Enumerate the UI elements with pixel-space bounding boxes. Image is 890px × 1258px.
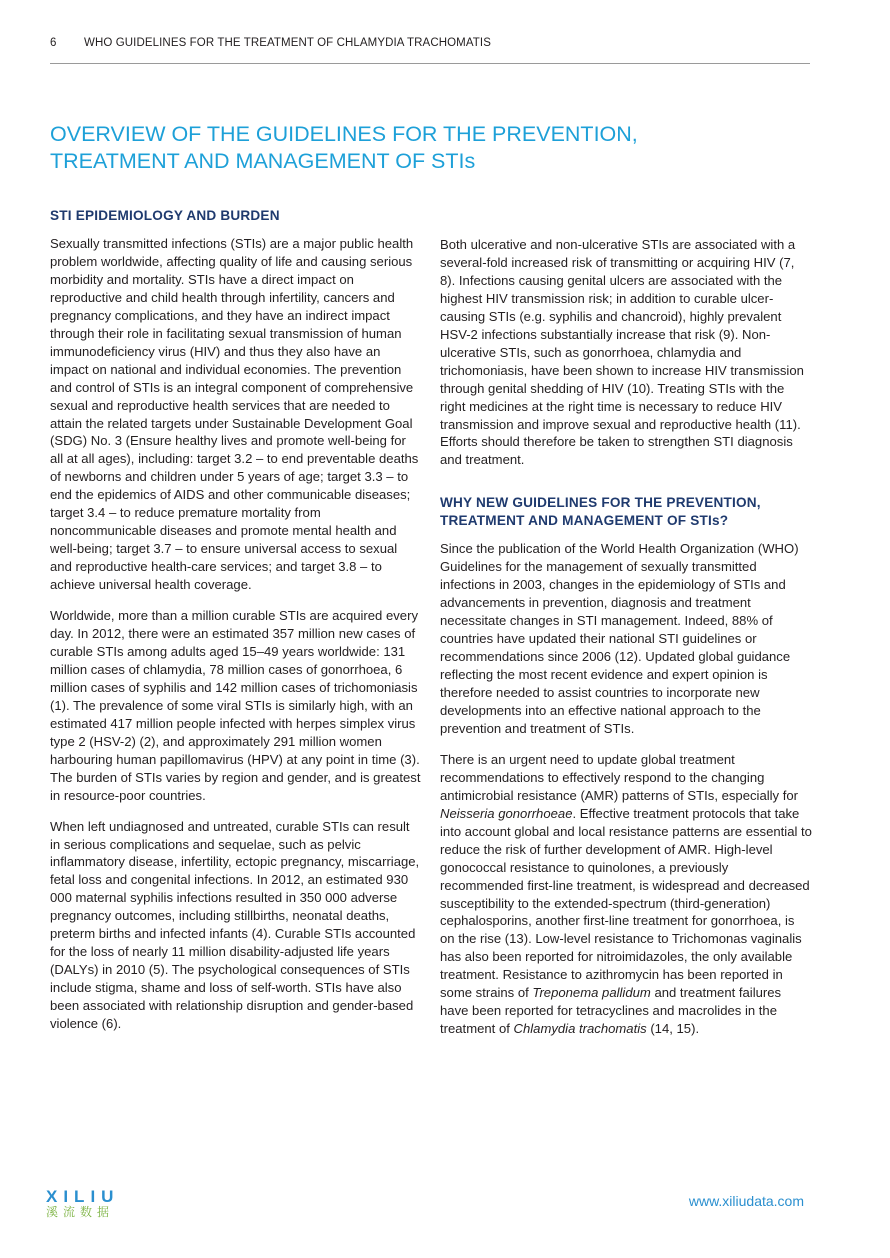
species-treponema: Treponema pallidum (532, 985, 651, 1001)
running-title: WHO GUIDELINES FOR THE TREATMENT OF CHLAMYDIA TRACHOMATIS (84, 37, 491, 49)
paragraph-why-2-part-c: and treatment failures have been reported for tetracyclines and macrolides in the treatment of (440, 985, 782, 1037)
species-neisseria: Neisseria gonorrhoeae (440, 805, 573, 821)
page-number: 6 (50, 37, 57, 49)
paragraph-why-2 (440, 751, 812, 1038)
footer-url-link[interactable]: www.xiliudata.com (688, 1193, 804, 1209)
paragraph-epidemiology-4: Both ulcerative and non-ulcerative STIs are associated with a several-fold increased risk of transmitting or acquiring HIV (7, 8). Infections causing genital ulcers are associated with the highest HIV transmission risk; in addition to curable ulcer-causing STIs (e.g. syphilis and chancroid), highly prevalent HSV-2 infections substantially increase that risk (9). Non-ulcerative STIs, such as gonorrhoea, chlamydia and trichomoniasis, have been shown to increase HIV transmission through genital shedding of HIV (10). Treating STIs with the right medicines at the right time is necessary to reduce HIV transmission and improve sexual and reproductive health (11). Efforts should therefore be taken to strengthen STI diagnosis and treatment. (440, 237, 804, 468)
running-header (50, 37, 810, 64)
section-heading-line-1: WHY NEW GUIDELINES FOR THE PREVENTION, (440, 495, 761, 511)
section-heading-epidemiology: STI EPIDEMIOLOGY AND BURDEN (50, 208, 280, 223)
page-title-line-2: TREATMENT AND MANAGEMENT OF STIs (50, 149, 476, 173)
section-heading-line-2: TREATMENT AND MANAGEMENT OF STIs? (440, 513, 729, 529)
species-chlamydia: Chlamydia trachomatis (513, 1021, 647, 1037)
paragraph-why-2-part-a: There is an urgent need to update global treatment recommendations to effectively respond to the changing antimicrobial resistance (AMR) patterns of STIs, especially for (440, 751, 799, 803)
xiliu-logo (46, 1188, 146, 1222)
page-title (50, 121, 750, 175)
page-title-line-1: OVERVIEW OF THE GUIDELINES FOR THE PREVENTION, (50, 122, 638, 146)
section-heading-why-new-guidelines (440, 494, 812, 530)
logo-chinese-text: 溪流数据 (46, 1205, 115, 1219)
paragraph-why-2-part-d: (14, 15). (646, 1021, 700, 1037)
paragraph-epidemiology-3: When left undiagnosed and untreated, curable STIs can result in serious complications and sequelae, such as pelvic inflammatory disease, infertility, ectopic pregnancy, miscarriage, fetal loss and congenital infections. In 2012, an estimated 930 000 maternal syphilis infections resulted in 350 000 adverse pregnancy outcomes, including stillbirths, neonatal deaths, preterm births and infected infants (4). Curable STIs accounted for the loss of nearly 11 million disability-adjusted life years (DALYs) in 2010 (5). The psychological consequences of STIs include stigma, shame and loss of self-worth. STIs have also been associated with relationship disruption and gender-based violence (6). (50, 818, 420, 1032)
paragraph-why-2-part-b: . Effective treatment protocols that take into account global and local resistance patterns are essential to reduce the risk of further development of AMR. High-level gonococcal resistance to quinolones, a previously recommended first-line treatment, is widespread and decreased susceptibility to the extended-spectrum (third-generation) cephalosporins, another first-line treatment for gonorrhoea, is on the rise (13). Low-level resistance to Trichomonas vaginalis has also been reported for nitroimidazoles, the only available treatment. Resistance to azithromycin has been reported in some strains of (440, 805, 812, 1001)
paragraph-why-1: Since the publication of the World Health Organization (WHO) Guidelines for the management of sexually transmitted infections in 2003, changes in the epidemiology of STIs and advancements in prevention, diagnosis and treatment necessitate changes in STI management. Indeed, 88% of countries have updated their national STI guidelines or recommendations since 2006 (12). Updated global guidance reflecting the most recent evidence and expert opinion is therefore needed to assist countries to incorporate new developments into an effective national approach to the prevention and treatment of STIs. (440, 541, 799, 736)
left-column (50, 207, 422, 1046)
paragraph-epidemiology-2: Worldwide, more than a million curable STIs are acquired every day. In 2012, there were an estimated 357 million new cases of curable STIs among adults aged 15–49 years worldwide: 131 million cases of chlamydia, 78 million cases of gonorrhoea, 6 million cases of syphilis and 142 million cases of trichomoniasis (1). The prevalence of some viral STIs is similarly high, with an estimated 417 million people infected with herpes simplex virus type 2 (HSV-2) (2), and approximately 291 million women harbouring human papillomavirus (HPV) at any point in time (3). The burden of STIs varies by region and gender, and is greatest in resource-poor countries. (50, 608, 421, 803)
logo-wordmark: XILIU (46, 1187, 120, 1206)
right-column (440, 236, 812, 1051)
paragraph-epidemiology-1: Sexually transmitted infections (STIs) are a major public health problem worldwide, affecting quality of life and causing serious morbidity and mortality. STIs have a direct impact on reproductive and child health through infertility, cancers and pregnancy complications, and they have an indirect impact through their role in facilitating sexual transmission of human immunodeficiency virus (HIV) and thus they also have an impact on national and individual economies. The prevention and control of STIs is an integral component of comprehensive sexual and reproductive health services that are needed to attain the related targets under Sustainable Development Goal (SDG) No. 3 (Ensure healthy lives and promote well-being for all at all ages), including: target 3.2 – to end preventable deaths of newborns and children under 5 years of age; target 3.3 – to end the epidemics of AIDS and other communicable diseases; target 3.4 – to reduce premature mortality from noncommunicable diseases and promote mental health and well-being; target 3.7 – to ensure universal access to sexual and reproductive health-care services; and target 3.8 – to achieve universal health coverage. (50, 236, 419, 593)
